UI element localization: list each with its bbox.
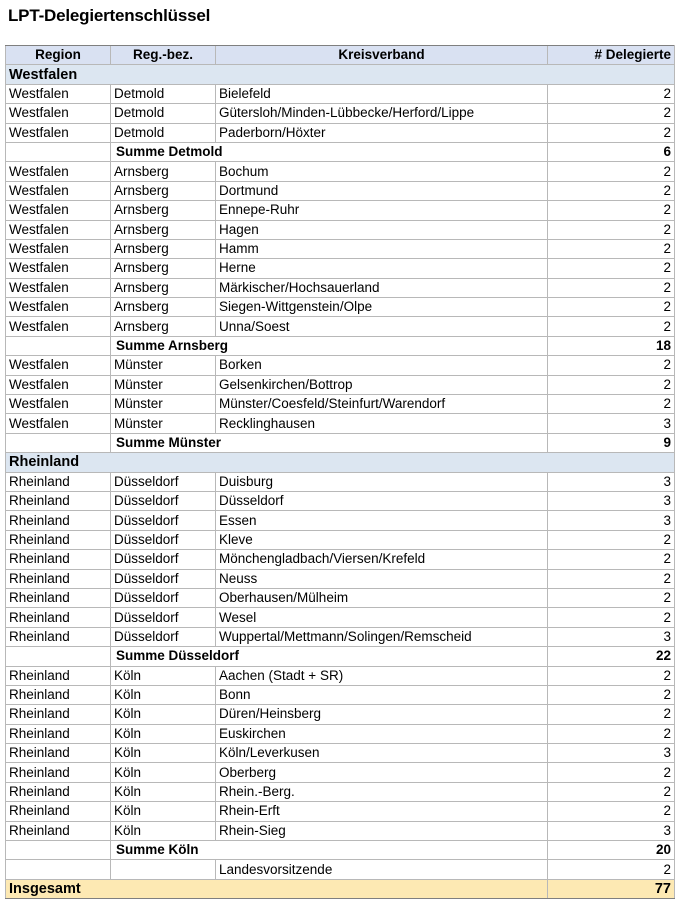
bezirk-cell: Münster [111, 395, 216, 414]
table-row [6, 395, 675, 414]
region-cell: Westfalen [6, 104, 111, 123]
region-cell: Rheinland [6, 705, 111, 724]
table-row [6, 239, 675, 258]
bezirk-cell: Düsseldorf [111, 608, 216, 627]
region-cell: Westfalen [6, 298, 111, 317]
delegates-cell: 2 [548, 685, 675, 704]
delegates-cell: 3 [548, 511, 675, 530]
empty-cell [6, 433, 111, 452]
delegates-cell: 2 [548, 782, 675, 801]
delegates-cell: 2 [548, 860, 675, 879]
table-row [6, 259, 675, 278]
region-header-row [6, 65, 675, 84]
bezirk-cell: Detmold [111, 123, 216, 142]
bezirk-cell: Münster [111, 414, 216, 433]
region-cell: Westfalen [6, 84, 111, 103]
table-row [6, 608, 675, 627]
kreisverband-cell: Rhein-Sieg [216, 821, 548, 840]
total-value: 77 [548, 879, 675, 898]
kreisverband-cell: Essen [216, 511, 548, 530]
table-row [6, 860, 675, 879]
table-row [6, 220, 675, 239]
header-row [6, 46, 675, 65]
delegates-cell: 2 [548, 239, 675, 258]
subtotal-row [6, 841, 675, 860]
bezirk-cell: Düsseldorf [111, 491, 216, 510]
region-cell: Rheinland [6, 511, 111, 530]
kreisverband-cell: Bonn [216, 685, 548, 704]
region-cell: Rheinland [6, 569, 111, 588]
region-cell: Westfalen [6, 181, 111, 200]
region-cell: Westfalen [6, 220, 111, 239]
delegates-cell: 2 [548, 298, 675, 317]
delegates-cell: 2 [548, 666, 675, 685]
empty-cell [6, 647, 111, 666]
region-cell: Rheinland [6, 744, 111, 763]
delegates-cell: 2 [548, 375, 675, 394]
delegates-cell: 2 [548, 588, 675, 607]
kreisverband-cell: Hagen [216, 220, 548, 239]
kreisverband-cell: Aachen (Stadt + SR) [216, 666, 548, 685]
bezirk-cell: Arnsberg [111, 201, 216, 220]
table-row [6, 356, 675, 375]
delegates-cell: 2 [548, 278, 675, 297]
table-row [6, 685, 675, 704]
table-row [6, 666, 675, 685]
table-row [6, 201, 675, 220]
region-cell: Rheinland [6, 782, 111, 801]
table-row [6, 530, 675, 549]
kreisverband-cell: Oberberg [216, 763, 548, 782]
subtotal-value: 22 [548, 647, 675, 666]
kreisverband-cell: Recklinghausen [216, 414, 548, 433]
region-cell: Rheinland [6, 763, 111, 782]
region-cell: Rheinland [6, 821, 111, 840]
delegates-cell: 3 [548, 472, 675, 491]
bezirk-cell [111, 860, 216, 879]
empty-cell [6, 336, 111, 355]
bezirk-cell: Arnsberg [111, 298, 216, 317]
subtotal-value: 9 [548, 433, 675, 452]
kreisverband-cell: Rhein-Erft [216, 802, 548, 821]
table-row [6, 84, 675, 103]
bezirk-cell: Köln [111, 802, 216, 821]
subtotal-label: Summe Arnsberg [111, 336, 548, 355]
region-cell: Westfalen [6, 395, 111, 414]
delegates-cell: 2 [548, 259, 675, 278]
delegates-cell: 3 [548, 414, 675, 433]
bezirk-cell: Köln [111, 666, 216, 685]
kreisverband-cell: Oberhausen/Mülheim [216, 588, 548, 607]
kreisverband-cell: Siegen-Wittgenstein/Olpe [216, 298, 548, 317]
region-cell: Rheinland [6, 666, 111, 685]
region-cell: Rheinland [6, 627, 111, 646]
delegates-cell: 2 [548, 201, 675, 220]
subtotal-value: 18 [548, 336, 675, 355]
bezirk-cell: Detmold [111, 84, 216, 103]
kreisverband-cell: Herne [216, 259, 548, 278]
kreisverband-cell: Euskirchen [216, 724, 548, 743]
header-delegierte: # Delegierte [548, 46, 675, 65]
region-cell: Rheinland [6, 550, 111, 569]
kreisverband-cell: Bielefeld [216, 84, 548, 103]
bezirk-cell: Düsseldorf [111, 569, 216, 588]
header-region: Region [6, 46, 111, 65]
bezirk-cell: Arnsberg [111, 317, 216, 336]
delegates-cell: 2 [548, 220, 675, 239]
region-cell: Rheinland [6, 530, 111, 549]
kreisverband-cell: Ennepe-Ruhr [216, 201, 548, 220]
table-row [6, 569, 675, 588]
subtotal-row [6, 647, 675, 666]
subtotal-label: Summe Münster [111, 433, 548, 452]
region-header-row [6, 453, 675, 472]
table-row [6, 123, 675, 142]
header-kreisverband: Kreisverband [216, 46, 548, 65]
subtotal-label: Summe Köln [111, 841, 548, 860]
bezirk-cell: Arnsberg [111, 259, 216, 278]
table-row [6, 278, 675, 297]
region-cell: Rheinland [6, 472, 111, 491]
kreisverband-cell: Duisburg [216, 472, 548, 491]
bezirk-cell: Düsseldorf [111, 627, 216, 646]
delegates-cell: 2 [548, 123, 675, 142]
bezirk-cell: Arnsberg [111, 162, 216, 181]
subtotal-row [6, 142, 675, 161]
table-row [6, 588, 675, 607]
delegates-cell: 3 [548, 821, 675, 840]
subtotal-label: Summe Düsseldorf [111, 647, 548, 666]
region-label: Westfalen [6, 65, 675, 84]
page-title: LPT-Delegiertenschlüssel [8, 6, 211, 25]
kreisverband-cell: Dortmund [216, 181, 548, 200]
table-row [6, 317, 675, 336]
delegates-cell: 2 [548, 724, 675, 743]
bezirk-cell: Köln [111, 685, 216, 704]
kreisverband-cell: Bochum [216, 162, 548, 181]
total-label: Insgesamt [6, 879, 548, 898]
delegates-cell: 2 [548, 705, 675, 724]
table-row [6, 162, 675, 181]
kreisverband-cell: Düren/Heinsberg [216, 705, 548, 724]
region-cell: Westfalen [6, 317, 111, 336]
table-row [6, 782, 675, 801]
delegates-cell: 2 [548, 356, 675, 375]
kreisverband-cell: Wesel [216, 608, 548, 627]
delegates-cell: 2 [548, 84, 675, 103]
header-bezirk: Reg.-bez. [111, 46, 216, 65]
subtotal-value: 6 [548, 142, 675, 161]
region-cell: Westfalen [6, 356, 111, 375]
kreisverband-cell: Münster/Coesfeld/Steinfurt/Warendorf [216, 395, 548, 414]
bezirk-cell: Düsseldorf [111, 530, 216, 549]
kreisverband-cell: Wuppertal/Mettmann/Solingen/Remscheid [216, 627, 548, 646]
kreisverband-cell: Landesvorsitzende [216, 860, 548, 879]
region-cell: Rheinland [6, 608, 111, 627]
region-cell: Westfalen [6, 123, 111, 142]
bezirk-cell: Köln [111, 705, 216, 724]
kreisverband-cell: Köln/Leverkusen [216, 744, 548, 763]
delegates-table [5, 45, 675, 899]
region-cell: Westfalen [6, 278, 111, 297]
bezirk-cell: Düsseldorf [111, 511, 216, 530]
kreisverband-cell: Unna/Soest [216, 317, 548, 336]
delegates-cell: 3 [548, 627, 675, 646]
bezirk-cell: Düsseldorf [111, 588, 216, 607]
table-row [6, 550, 675, 569]
region-cell: Rheinland [6, 685, 111, 704]
region-cell: Westfalen [6, 162, 111, 181]
region-cell: Rheinland [6, 588, 111, 607]
kreisverband-cell: Gelsenkirchen/Bottrop [216, 375, 548, 394]
table-row [6, 627, 675, 646]
region-cell [6, 860, 111, 879]
bezirk-cell: Arnsberg [111, 239, 216, 258]
table-row [6, 744, 675, 763]
bezirk-cell: Detmold [111, 104, 216, 123]
bezirk-cell: Köln [111, 724, 216, 743]
subtotal-row [6, 336, 675, 355]
region-label: Rheinland [6, 453, 675, 472]
bezirk-cell: Köln [111, 782, 216, 801]
region-cell: Westfalen [6, 375, 111, 394]
delegates-cell: 2 [548, 162, 675, 181]
kreisverband-cell: Paderborn/Höxter [216, 123, 548, 142]
table-row [6, 375, 675, 394]
table-row [6, 821, 675, 840]
kreisverband-cell: Düsseldorf [216, 491, 548, 510]
table-row [6, 181, 675, 200]
kreisverband-cell: Kleve [216, 530, 548, 549]
delegates-cell: 2 [548, 550, 675, 569]
delegates-cell: 2 [548, 181, 675, 200]
region-cell: Rheinland [6, 491, 111, 510]
delegates-cell: 2 [548, 104, 675, 123]
region-cell: Rheinland [6, 802, 111, 821]
bezirk-cell: Köln [111, 821, 216, 840]
table-row [6, 298, 675, 317]
total-row [6, 879, 675, 898]
region-cell: Rheinland [6, 724, 111, 743]
delegates-cell: 2 [548, 395, 675, 414]
region-cell: Westfalen [6, 259, 111, 278]
bezirk-cell: Köln [111, 744, 216, 763]
table-row [6, 705, 675, 724]
kreisverband-cell: Hamm [216, 239, 548, 258]
bezirk-cell: Köln [111, 763, 216, 782]
table-body [6, 65, 675, 899]
kreisverband-cell: Märkischer/Hochsauerland [216, 278, 548, 297]
table-row [6, 802, 675, 821]
table-row [6, 511, 675, 530]
empty-cell [6, 142, 111, 161]
kreisverband-cell: Rhein.-Berg. [216, 782, 548, 801]
bezirk-cell: Arnsberg [111, 278, 216, 297]
region-cell: Westfalen [6, 201, 111, 220]
kreisverband-cell: Borken [216, 356, 548, 375]
delegates-cell: 3 [548, 491, 675, 510]
kreisverband-cell: Gütersloh/Minden-Lübbecke/Herford/Lippe [216, 104, 548, 123]
bezirk-cell: Arnsberg [111, 220, 216, 239]
kreisverband-cell: Mönchengladbach/Viersen/Krefeld [216, 550, 548, 569]
bezirk-cell: Arnsberg [111, 181, 216, 200]
delegates-cell: 2 [548, 802, 675, 821]
empty-cell [6, 841, 111, 860]
subtotal-value: 20 [548, 841, 675, 860]
table-row [6, 104, 675, 123]
bezirk-cell: Münster [111, 356, 216, 375]
table-row [6, 724, 675, 743]
bezirk-cell: Düsseldorf [111, 472, 216, 491]
bezirk-cell: Münster [111, 375, 216, 394]
table-row [6, 491, 675, 510]
delegates-cell: 2 [548, 608, 675, 627]
kreisverband-cell: Neuss [216, 569, 548, 588]
delegates-cell: 2 [548, 317, 675, 336]
delegates-cell: 2 [548, 569, 675, 588]
region-cell: Westfalen [6, 414, 111, 433]
subtotal-row [6, 433, 675, 452]
bezirk-cell: Düsseldorf [111, 550, 216, 569]
subtotal-label: Summe Detmold [111, 142, 548, 161]
region-cell: Westfalen [6, 239, 111, 258]
delegates-cell: 2 [548, 763, 675, 782]
table-row [6, 414, 675, 433]
table-row [6, 763, 675, 782]
delegates-cell: 3 [548, 744, 675, 763]
delegates-cell: 2 [548, 530, 675, 549]
table-row [6, 472, 675, 491]
